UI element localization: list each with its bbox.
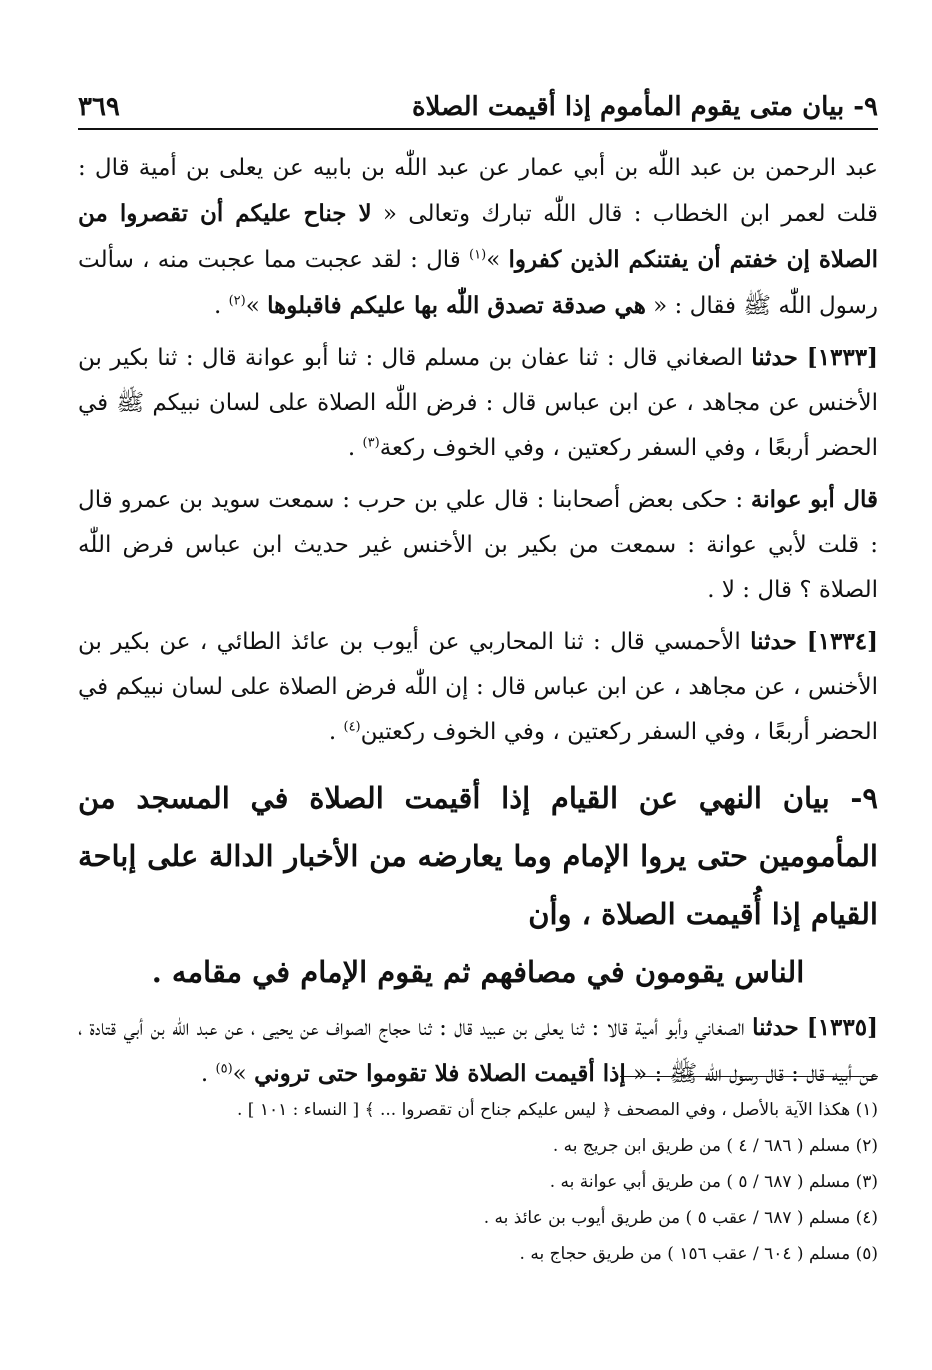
paragraph-hadith-1334 <box>78 619 878 755</box>
paragraph-text: عبد الرحمن بن عبد اللّٰه بن أبي عمار عن عبد اللّٰه بن بابيه عن يعلى بن أمية قال : قلت لعمر ابن الخطاب : قال اللّٰه تبارك وتعالى « <box>78 155 878 227</box>
section-heading-line: الناس يقومون في مصافهم ثم يقوم الإمام في مقامه . <box>151 955 805 989</box>
paragraph-text: . <box>213 293 229 319</box>
paragraph-text: قال : لقد عجبت مما عجبت منه ، سألت رسول اللّٰه ﷺ فقال : « <box>78 247 878 319</box>
footnotes <box>78 1092 878 1272</box>
paragraph-text: . <box>347 435 363 461</box>
hadith-quote: إذا أقيمت الصلاة فلا تقوموا حتى تروني <box>254 1060 626 1087</box>
chapter-title: ٩- بيان متى يقوم المأموم إذا أقيمت الصلاة <box>411 92 878 122</box>
footnote-ref: (١) <box>469 247 487 263</box>
paragraph-hadith-1332-continuation <box>78 146 878 329</box>
footnote-ref: (٤) <box>343 719 361 735</box>
speaker-label: قال أبو عوانة <box>750 486 878 513</box>
paragraph-abu-awana <box>78 477 878 613</box>
hadith-number: [١٣٣٣] حدثنا <box>751 344 878 371</box>
paragraph-hadith-1333 <box>78 335 878 471</box>
hadith-quote: هي صدقة تصدق اللّٰه بها عليكم فاقبلوها <box>267 292 646 319</box>
page-number: ٣٦٩ <box>78 92 120 122</box>
paragraph-text: » <box>486 247 509 273</box>
paragraph-hadith-1335 <box>78 1005 878 1097</box>
header-divider <box>78 128 878 130</box>
main-text <box>78 146 878 1103</box>
footnote-3: (٣) مسلم ( ٦٨٧ / ٥ ) من طريق أبي عوانة به . <box>549 1172 878 1192</box>
paragraph-text: . <box>200 1061 216 1087</box>
footnote-5: (٥) مسلم ( ٦٠٤ / عقب ١٥٦ ) من طريق حجاج به . <box>519 1244 878 1264</box>
footnote-ref: (٣) <box>362 435 380 451</box>
paragraph-text: » <box>245 293 268 319</box>
paragraph-text: » <box>232 1061 255 1087</box>
footnote-ref: (٢) <box>228 293 246 309</box>
hadith-number: [١٣٣٥] حدثنا <box>752 1014 878 1041</box>
running-header <box>78 70 878 122</box>
paragraph-text: الصغاني قال : ثنا عفان بن مسلم قال : ثنا أبو عوانة قال : ثنا بكير بن الأخنس عن مجاهد ، عن ابن عباس قال : فرض اللّٰه الصلاة على لسان نبيكم ﷺ في الحضر أربعًا ، وفي السفر ركعتين ، وفي الخوف ركعة <box>78 345 878 461</box>
footnote-ref: (٥) <box>215 1061 233 1077</box>
paragraph-text: الصغاني وأبو أمية قالا : ثنا يعلى بن عبيد قال : ثنا حجاج الصواف عن يحيى ، عن عبد اللّٰه بن أبي قتادة ، عن أبيه قال : قال رسول اللّٰه ﷺ : « <box>78 1015 878 1087</box>
paragraph-text: . <box>328 719 344 745</box>
quran-quote: لا جناح عليكم أن تقصروا من الصلاة إن خفتم أن يفتنكم الذين كفروا <box>78 200 878 273</box>
paragraph-text: : حكى بعض أصحابنا : قال علي بن حرب : سمعت سويد بن عمرو قال : قلت لأبي عوانة : سمعت من بكير بن الأخنس غير حديث ابن عباس فرض اللّٰه الصلاة ؟ قال : لا . <box>78 487 878 603</box>
footnote-1: (١) هكذا الآية بالأصل ، وفي المصحف ﴿ ليس عليكم جناح أن تقصروا ... ﴾ [ النساء : ١٠١ ] . <box>237 1100 878 1120</box>
footnote-4: (٤) مسلم ( ٦٨٧ / عقب ٥ ) من طريق أيوب بن عائذ به . <box>483 1208 878 1228</box>
paragraph-text: الأحمسي قال : ثنا المحاربي عن أيوب بن عائذ الطائي ، عن بكير بن الأخنس ، عن مجاهد ، عن ابن عباس قال : إن اللّٰه فرض الصلاة على لسان نبيكم في الحضر أربعًا ، وفي السفر ركعتين ، وفي الخوف ركعتين <box>78 629 878 745</box>
footnote-divider <box>620 1076 878 1077</box>
hadith-number: [١٣٣٤] حدثنا <box>750 628 878 655</box>
footnote-2: (٢) مسلم ( ٦٨٦ / ٤ ) من طريق ابن جريج به . <box>552 1136 878 1156</box>
section-heading-line: ٩- بيان النهي عن القيام إذا أقيمت الصلاة في المسجد من المأمومين حتى يروا الإمام وما يعارضه من الأخبار الدالة على إباحة القيام إذا أُقيمت الصلاة ، وأن <box>78 781 878 931</box>
section-heading <box>78 769 878 1001</box>
